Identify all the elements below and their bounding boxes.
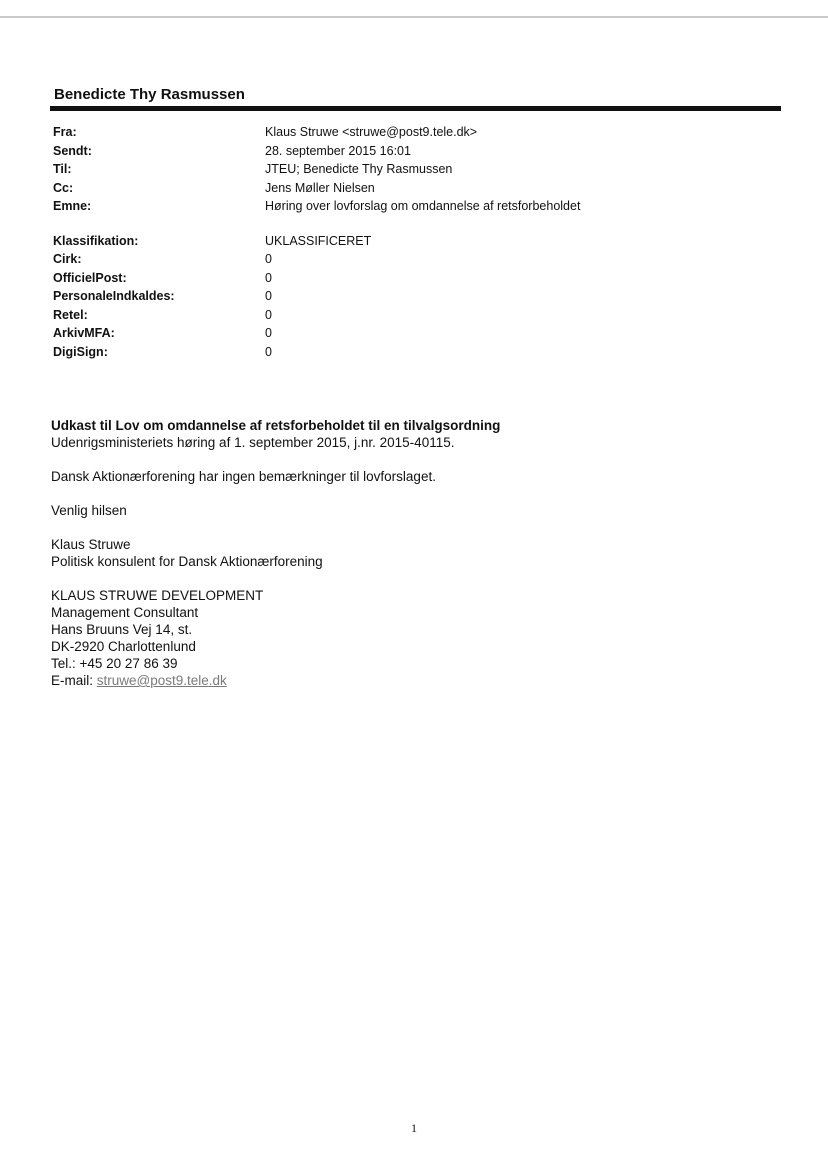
meta-label: Klassifikation: <box>53 233 139 248</box>
email-label: E-mail: <box>51 673 97 688</box>
address-street: Hans Bruuns Vej 14, st. <box>51 622 193 637</box>
scan-top-border <box>0 16 828 18</box>
meta-value-sent: 28. september 2015 16:01 <box>265 143 411 158</box>
signature-title: Politisk konsulent for Dansk Aktionærforening <box>51 554 323 569</box>
meta-label: OfficielPost: <box>53 270 127 285</box>
body-subject-heading: Udkast til Lov om omdannelse af retsforbeholdet til en tilvalgsordning <box>51 418 501 433</box>
address-city: DK-2920 Charlottenlund <box>51 639 196 654</box>
meta-value: 0 <box>265 307 272 322</box>
meta-value: 0 <box>265 252 272 266</box>
meta-label: PersonaleIndkaldes: <box>53 289 175 303</box>
meta-value-to: JTEU; Benedicte Thy Rasmussen <box>265 162 453 176</box>
meta-value: 0 <box>265 344 272 359</box>
email-line <box>51 672 781 689</box>
meta-label: DigiSign: <box>53 344 108 359</box>
meta-label: Cirk: <box>53 252 82 266</box>
meta-value-cc: Jens Møller Nielsen <box>265 180 375 195</box>
meta-value: 0 <box>265 270 272 285</box>
statement-text: Dansk Aktionærforening har ingen bemærkninger til lovforslaget. <box>51 469 436 484</box>
meta-label: Fra: <box>53 125 77 139</box>
company-role: Management Consultant <box>51 605 199 620</box>
meta-label: Til: <box>53 162 72 176</box>
phone-number: Tel.: +45 20 27 86 39 <box>51 656 178 671</box>
email-link[interactable]: struwe@post9.tele.dk <box>96 673 227 688</box>
recipient-name-heading: Benedicte Thy Rasmussen <box>54 86 245 103</box>
signature-name: Klaus Struwe <box>51 537 131 552</box>
meta-value: UKLASSIFICERET <box>265 233 372 248</box>
meta-label: Cc: <box>53 180 74 195</box>
meta-value: 0 <box>265 326 272 340</box>
meta-label: Retel: <box>53 307 88 322</box>
closing-text: Venlig hilsen <box>51 503 127 518</box>
hearing-reference: Udenrigsministeriets høring af 1. september 2015, j.nr. 2015-40115. <box>51 435 455 450</box>
company-name: KLAUS STRUWE DEVELOPMENT <box>51 588 264 603</box>
email-body <box>51 417 781 689</box>
meta-label: ArkivMFA: <box>53 326 115 340</box>
meta-label: Emne: <box>53 199 92 213</box>
page-number: 1 <box>411 1121 417 1135</box>
meta-value: 0 <box>265 289 272 303</box>
meta-value-from: Klaus Struwe <struwe@post9.tele.dk> <box>265 125 478 139</box>
meta-value-subject: Høring over lovforslag om omdannelse af retsforbeholdet <box>265 199 581 213</box>
meta-label: Sendt: <box>53 143 92 158</box>
heading-divider <box>50 106 781 111</box>
